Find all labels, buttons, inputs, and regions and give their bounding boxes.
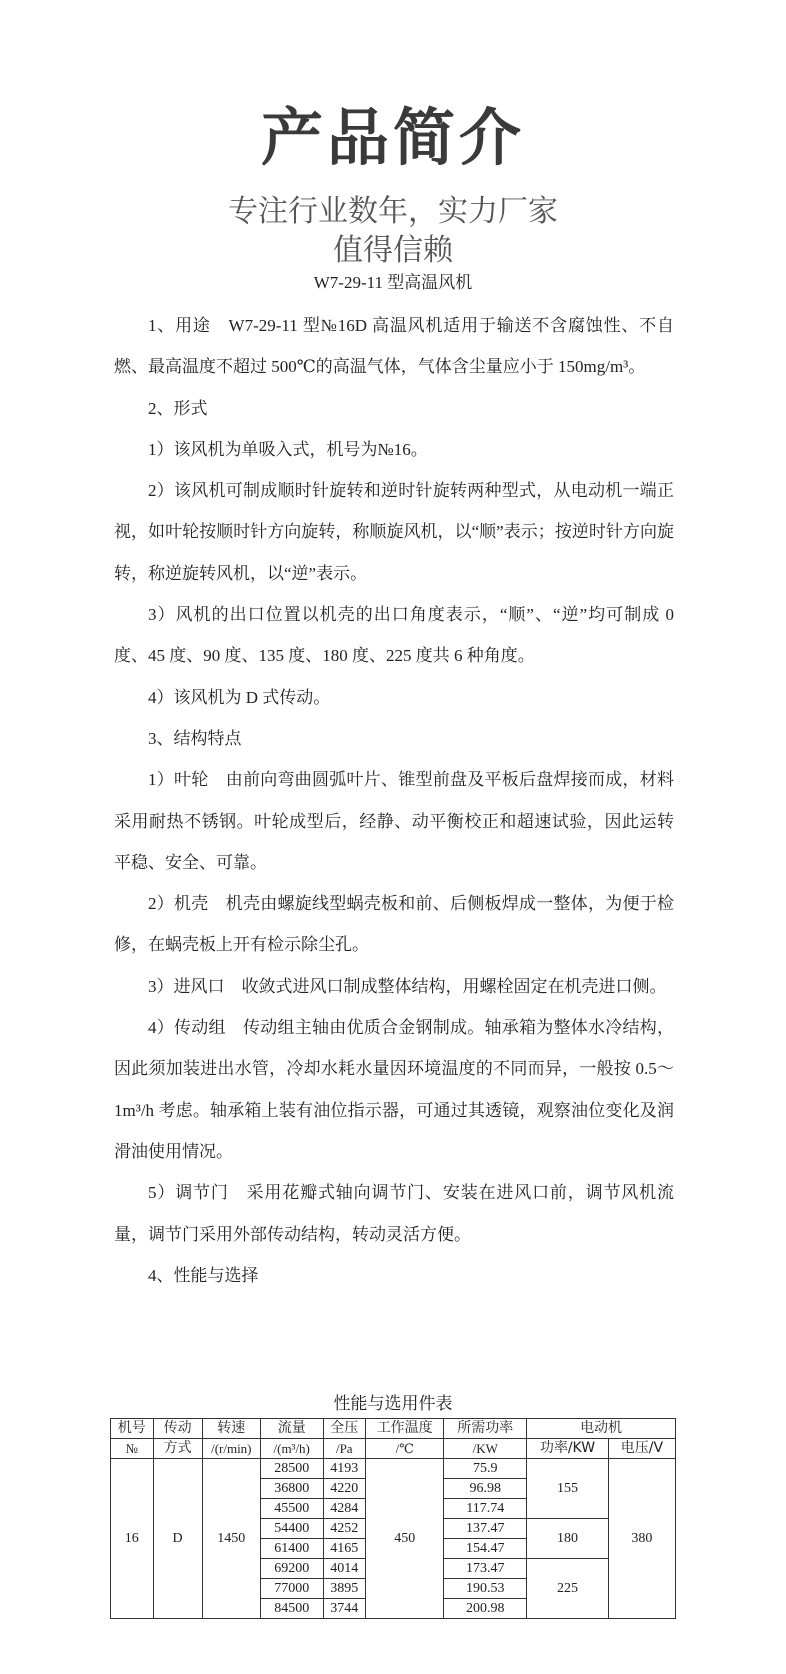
header-temp: 工作温度 (366, 1419, 444, 1439)
cell-pressure: 4284 (323, 1499, 366, 1519)
cell-pressure: 3895 (323, 1579, 366, 1599)
cell-motor-power: 155 (527, 1459, 609, 1519)
cell-pressure: 4193 (323, 1459, 366, 1479)
paragraph-usage: 1、用途 W7-29-11 型№16D 高温风机适用于输送不含腐蚀性、不自燃、最高温度不超过 500℃的高温气体，气体含尘量应小于 150mg/m³。 (114, 316, 674, 377)
cell-flow: 28500 (260, 1459, 323, 1479)
cell-motor-power: 225 (527, 1559, 609, 1619)
header-machine-no: 机号 (111, 1419, 154, 1439)
table-row (111, 1459, 676, 1479)
cell-machine-no: 16 (111, 1459, 154, 1619)
header-motor-power: 功率/KW (527, 1439, 609, 1459)
cell-flow: 45500 (260, 1499, 323, 1519)
header-power-req: 所需功率 (444, 1419, 527, 1439)
heading-performance: 4、性能与选择 (148, 1265, 259, 1285)
paragraph-drive-group: 4）传动组 传动组主轴由优质合金钢制成。轴承箱为整体水冷结构，因此须加装进出水管，冷却水耗水量因环境温度的不同而异，一般按 0.5～1m³/h 考虑。轴承箱上装有油位指示器，可通过其透镜，观察油位变化及润滑油使用情况。 (114, 1018, 674, 1161)
description-body (114, 305, 674, 1296)
heading-structure: 3、结构特点 (148, 728, 242, 748)
cell-flow: 77000 (260, 1579, 323, 1599)
cell-speed: 1450 (202, 1459, 260, 1619)
unit-drive: 方式 (153, 1439, 202, 1459)
paragraph-form-4: 4）该风机为 D 式传动。 (148, 687, 331, 707)
table-header-row-2 (111, 1439, 676, 1459)
slogan-line-2: 值得信赖 (333, 233, 453, 268)
slogan-line-1: 专注行业数年，实力厂家 (228, 194, 558, 229)
cell-motor-power: 180 (527, 1519, 609, 1559)
cell-power: 96.98 (444, 1479, 527, 1499)
header-motor: 电动机 (527, 1419, 676, 1439)
cell-flow: 54400 (260, 1519, 323, 1539)
paragraph-impeller: 1）叶轮 由前向弯曲圆弧叶片、锥型前盘及平板后盘焊接而成，材料采用耐热不锈钢。叶轮成型后，经静、动平衡校正和超速试验，因此运转平稳、安全、可靠。 (114, 770, 674, 872)
table-caption: 性能与选用件表 (333, 1394, 453, 1413)
cell-flow: 84500 (260, 1599, 323, 1619)
cell-power: 75.9 (444, 1459, 527, 1479)
paragraph-form-2: 2）该风机可制成顺时针旋转和逆时针旋转两种型式，从电动机一端正视，如叶轮按顺时针方向旋转，称顺旋风机，以“顺”表示；按逆时针方向旋转，称逆旋转风机，以“逆”表示。 (114, 481, 674, 583)
unit-pressure: /Pa (323, 1439, 366, 1459)
page-title: 产品简介 (260, 101, 525, 174)
cell-pressure: 4252 (323, 1519, 366, 1539)
cell-power: 137.47 (444, 1519, 527, 1539)
header-drive: 传动 (153, 1419, 202, 1439)
paragraph-form-1: 1）该风机为单吸入式，机号为№16。 (148, 439, 428, 459)
header-motor-voltage: 电压/V (608, 1439, 675, 1459)
cell-flow: 36800 (260, 1479, 323, 1499)
cell-temp: 450 (366, 1459, 444, 1619)
header-flow: 流量 (260, 1419, 323, 1439)
heading-form: 2、形式 (148, 398, 208, 418)
cell-power: 154.47 (444, 1539, 527, 1559)
unit-temp: /℃ (366, 1439, 444, 1459)
cell-power: 117.74 (444, 1499, 527, 1519)
unit-flow: /(m³/h) (260, 1439, 323, 1459)
header-pressure: 全压 (323, 1419, 366, 1439)
unit-power-req: /KW (444, 1439, 527, 1459)
unit-machine-no: № (111, 1439, 154, 1459)
paragraph-form-3: 3）风机的出口位置以机壳的出口角度表示，“顺”、“逆”均可制成 0 度、45 度、90 度、135 度、180 度、225 度共 6 种角度。 (114, 605, 674, 666)
cell-power: 200.98 (444, 1599, 527, 1619)
cell-pressure: 3744 (323, 1599, 366, 1619)
paragraph-damper: 5）调节门 采用花瓣式轴向调节门、安装在进风口前，调节风机流量，调节门采用外部传动结构，转动灵活方便。 (114, 1183, 674, 1244)
cell-flow: 61400 (260, 1539, 323, 1559)
cell-pressure: 4220 (323, 1479, 366, 1499)
paragraph-inlet: 3）进风口 收敛式进风口制成整体结构，用螺栓固定在机壳进口侧。 (148, 976, 667, 996)
header-speed: 转速 (202, 1419, 260, 1439)
cell-pressure: 4014 (323, 1559, 366, 1579)
model-title: W7-29-11 型高温风机 (313, 273, 473, 292)
cell-power: 190.53 (444, 1579, 527, 1599)
paragraph-casing: 2）机壳 机壳由螺旋线型蜗壳板和前、后侧板焊成一整体，为便于检修，在蜗壳板上开有检示除尘孔。 (114, 894, 674, 955)
cell-voltage: 380 (608, 1459, 675, 1619)
table-header-row-1 (111, 1419, 676, 1439)
unit-speed: /(r/min) (202, 1439, 260, 1459)
cell-drive: D (153, 1459, 202, 1619)
performance-table (110, 1418, 676, 1619)
cell-flow: 69200 (260, 1559, 323, 1579)
cell-power: 173.47 (444, 1559, 527, 1579)
cell-pressure: 4165 (323, 1539, 366, 1559)
